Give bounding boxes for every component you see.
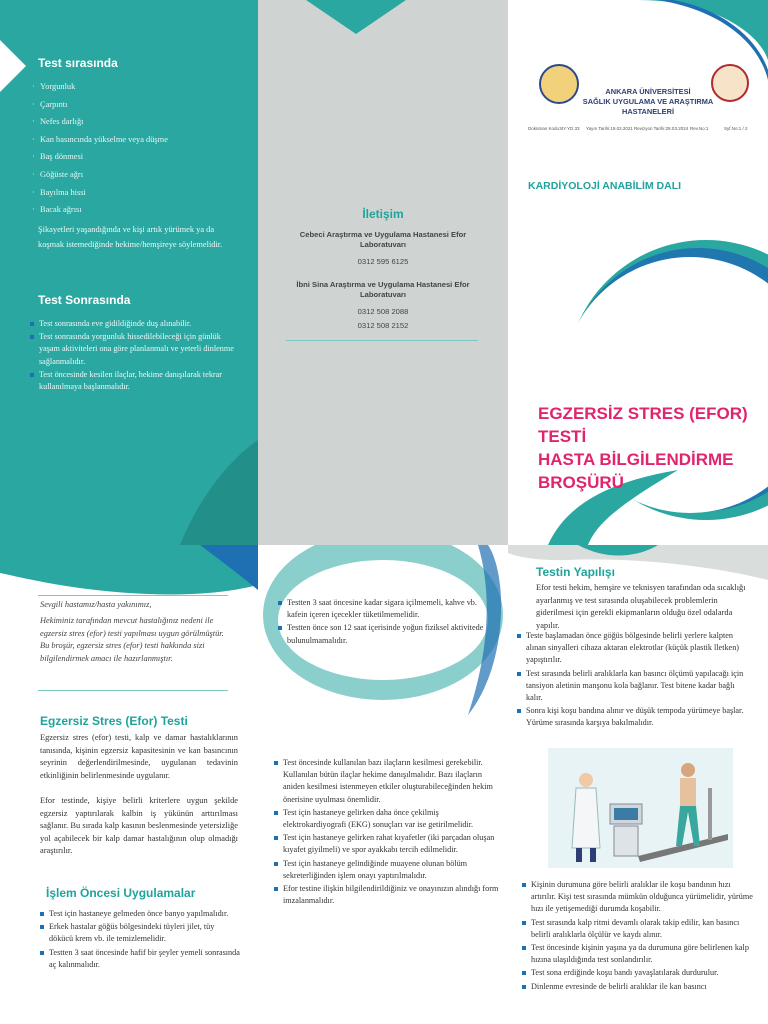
list-item: Test öncesinde kişinin yaşına ya da durumuna göre belirlenen kalp hızına ulaşıldığında test sonlandırılır. xyxy=(522,942,754,966)
doc-code: Doküman Kodu:BY.YD.33 xyxy=(528,126,580,131)
panel-decoration xyxy=(258,0,508,545)
doc-page-no: Syf.No:1 / 2 xyxy=(724,126,748,131)
list-item: Teste başlamadan önce göğüs bölgesinde belirli yerlere kalpten alınan sinyalleri cihaza aktaran elektrotlar (küçük plastik lletken) yapıştırılır. xyxy=(517,630,753,667)
treadmill-illustration xyxy=(548,748,733,868)
list-item: Test sırasında kalp ritmi devamlı olarak takip edilir, kan basıncı belirli aralıklarla ölçülür ve kaydı alınır. xyxy=(522,917,754,941)
list-item: · Bacak ağrısı xyxy=(30,201,245,219)
symptom-note: Şikayetleri yaşandığında ve kişi artık yürümek ya da koşmak istemediğinde hekime/hemşireye söylemelidir. xyxy=(38,225,223,249)
list-item: · Yorgunluk xyxy=(30,78,245,96)
list-item: · Kan basıncında yükselme veya düşme xyxy=(30,131,245,149)
doc-rev-no: Rev.No:1 xyxy=(690,126,709,131)
list-item: Test sonrasında eve gidildiğinde duş alınabilir. xyxy=(30,318,238,330)
divider xyxy=(38,595,228,596)
preparation-list xyxy=(274,757,499,908)
list-item: Sonra kişi koşu bandına alınır ve düşük tempoda yürümeye başlar. Yürüme sırasında karşıya bakılmalıdır. xyxy=(517,705,753,729)
procedure-list-top xyxy=(517,630,753,731)
divider xyxy=(38,690,228,691)
list-item: Test sonrasında yorgunluk hissedilebileceği için günlük yaşam aktiviteleri ona göre planlanmalı ve yeterli dinlenme sağlanmalıdır. xyxy=(30,331,238,368)
university-logo-icon xyxy=(539,64,579,104)
university-name: ANKARA ÜNİVERSİTESİ xyxy=(605,87,691,96)
list-item: Test için hastaneye gelirken daha önce çekilmiş elektrokardiyografi (EKG) sonuçları var ise getirilmelidir. xyxy=(274,807,499,831)
contact-phone-2a: 0312 508 2088 xyxy=(357,307,409,316)
cover-title-line-2: TESTİ xyxy=(538,427,587,446)
after-test-title: Test Sonrasında xyxy=(38,293,131,307)
list-item: Erkek hastalar göğüs bölgesindeki tüyleri jilet, tüy dökücü krem vb. ile temizlemelidir. xyxy=(40,921,240,945)
doc-revision-date: Revizyon Tarihi:28.03.2024 xyxy=(634,126,689,131)
list-item: · Çarpıntı xyxy=(30,96,245,114)
pre-list-continued xyxy=(278,597,498,648)
inner-panel-middle xyxy=(258,545,508,1024)
procedure-intro: Efor testi hekim, hemşire ve teknisyen tarafından oda sıcaklığı ayarlanmış ve test sırasında oluşabilecek problemlerin giderilmesi için gerekli ekipmanların olduğu özel odalarda yapılır. xyxy=(536,583,746,630)
cover-title-line-1: EGZERSİZ STRES (EFOR) xyxy=(538,404,748,423)
list-item: · Nefes darlığı xyxy=(30,113,245,131)
section-title-test: Egzersiz Stres (Efor) Testi xyxy=(40,714,188,728)
list-item: · Baş dönmesi xyxy=(30,148,245,166)
back-panel-middle xyxy=(258,0,508,545)
test-description-1: Egzersiz stres (efor) testi, kalp ve damar hastalıklarının tanısında, kişinin egzersiz kapasitesinin ve kan basıncının seyrinin değerlendirilmesinde, uygulanan tedavinin etkinliğinin belirlenmesinde uygulanır. xyxy=(40,733,238,780)
divider xyxy=(286,340,478,341)
list-item: · Bayılma hissi xyxy=(30,184,245,202)
list-item: Test sırasında belirli aralıklarla kan basıncı ölçümü yapılacağı için tansiyon aletinin manşonu kola bağlanır. Test bitene kadar bağlı kalır. xyxy=(517,668,753,705)
cover-panel xyxy=(508,0,768,545)
symptom-list xyxy=(30,78,245,219)
intro-text: Hekiminiz tarafından mevcut hastalığınız nedeni ile egzersiz stres (efor) testi yapılması uygun görülmüştür. Bu broşür, egzersiz stres (efor) testi hakkında sizi bilgilendirmek amacı ile hazırlanmıştır. xyxy=(40,616,224,663)
contact-phone-1: 0312 595 6125 xyxy=(357,257,409,266)
list-item: Test öncesinde kullanılan bazı ilaçların kesilmesi gerekebilir. Kullanılan bütün ilaçlar hekime danışılmalıdır. Bazı ilaçların aniden kesilmesi istenmeyen etkiler oluşturabileceğinden hekim önerisine uyulması önemlidir. xyxy=(274,757,499,806)
list-item: Dinlenme evresinde de belirli aralıklar ile kan basıncı xyxy=(522,981,754,993)
contact-place-2: İbni Sina Araştırma ve Uygulama Hastanesi Efor Laboratuvarı xyxy=(296,280,470,299)
list-item: Efor testine ilişkin bilgilendirildiğiniz ve onayınızın alındığı form imzalanmalıdır. xyxy=(274,883,499,907)
list-item: Test için hastaneye gelindiğinde muayene olunan bölüm sekreterliğinden işlem onayı yaptırılmalıdır. xyxy=(274,858,499,882)
cover-title-line-4: BROŞÜRÜ xyxy=(538,473,624,492)
contact-place-1: Cebeci Araştırma ve Uygulama Hastanesi Efor Laboratuvarı xyxy=(299,230,467,249)
procedure-list-bottom xyxy=(522,879,754,994)
list-item: · Göğüste ağrı xyxy=(30,166,245,184)
contact-phone-2b: 0312 508 2152 xyxy=(357,321,409,330)
hospital-name: SAĞLIK UYGULAMA VE ARAŞTIRMA HASTANELERİ xyxy=(582,97,714,116)
back-panel-left xyxy=(0,0,258,545)
cover-title-line-3: HASTA BİLGİLENDİRME xyxy=(538,450,734,469)
test-during-title: Test sırasında xyxy=(38,56,118,70)
department-name: KARDİYOLOJİ ANABİLİM DALI xyxy=(528,180,682,192)
list-item: Testten 3 saat öncesine kadar sigara içilmemeli, kahve vb. kafein içeren içecekler tüketilmemelidir. xyxy=(278,597,498,621)
after-test-list xyxy=(30,318,238,394)
pre-list xyxy=(40,908,240,972)
list-item: Test sona erdiğinde koşu bandı yavaşlatılarak durdurulur. xyxy=(522,967,754,979)
list-item: Test öncesinde kesilen ilaçlar, hekime danışılarak tekrar kullanılmaya başlanmalıdır. xyxy=(30,369,238,393)
inner-panel-left xyxy=(0,545,258,1024)
list-item: Testten önce son 12 saat içerisinde yoğun fiziksel aktivitede bulunulmamalıdır. xyxy=(278,622,498,646)
list-item: Kişinin durumuna göre belirli aralıklar ile koşu bandının hızı artırılır. Kişi test sırasında mümkün olduğunca yürümelidir, yürüme hızı ile yetişemediği durumda koşabilir. xyxy=(522,879,754,916)
list-item: Test için hastaneye gelmeden önce banyo yapılmalıdır. xyxy=(40,908,240,920)
procedure-title: Testin Yapılışı xyxy=(536,565,615,579)
list-item: Testten 3 saat öncesinde hafif bir şeyler yemeli sonrasında aç kalınmalıdır. xyxy=(40,947,240,971)
doc-publish-date: Yayın Tarihi:19.03.2021 xyxy=(586,126,633,131)
section-title-pre: İşlem Öncesi Uygulamalar xyxy=(46,886,196,900)
inner-panel-right xyxy=(508,545,768,1024)
list-item: Test için hastaneye gelirken rahat kıyafetler (iki parçadan oluşan kıyafet giyilmeli) ve spor ayakkabı tercih edilmelidir. xyxy=(274,832,499,856)
greeting: Sevgili hastamız/hasta yakınımız, xyxy=(40,600,152,609)
contact-title: İletişim xyxy=(362,207,404,221)
test-description-2: Efor testinde, kişiye belirli kriterlere uygun şekilde egzersiz yaptırılarak kalbin iş yükünün arttırılması sağlanır. Bu sırada kalp kasının beslenmesinde yetersizliğe yol açabilecek bir kalp damar hastalığının olup olmadığı araştırılır. xyxy=(40,796,238,856)
